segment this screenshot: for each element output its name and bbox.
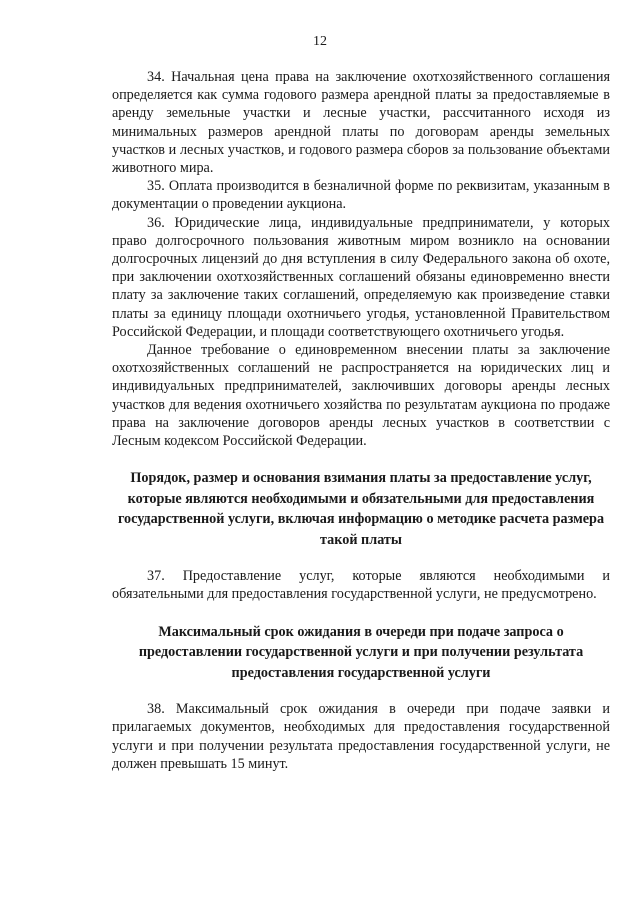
paragraph-35: 35. Оплата производится в безналичной форме по реквизитам, указанным в документации о проведении аукциона. [112,178,610,213]
page-number: 12 [313,34,327,49]
paragraph-36-continuation: Данное требование о единовременном внесении платы за заключение охотхозяйственных соглашений не распространяется на юридических лиц и индивидуальных предпринимателей, заключивших договоры аренды лесных участков для ведения охотничьего хозяйства по результатам аукциона по продаже права на заключение договоров аренды лесных участков в соответствии с Лесным кодексом Российской Федерации. [112,342,610,450]
document-body [112,68,610,773]
paragraph-37: 37. Предоставление услуг, которые являются необходимыми и обязательными для предоставления государственной услуги, не предусмотрено. [112,568,610,603]
paragraph-34: 34. Начальная цена права на заключение охотхозяйственного соглашения определяется как сумма годового размера арендной платы за предоставляемые в аренду земельные участки и лесные участки, рассчитанного исходя из минимальных размеров арендной платы по договорам аренды земельных участков и лесных участков, и годового размера сборов за пользование объектами животного мира. [112,69,610,177]
paragraph-36: 36. Юридические лица, индивидуальные предприниматели, у которых право долгосрочного пользования животным миром возникло на основании долгосрочных лицензий до дня вступления в силу Федерального закона об охоте, при заключении охотхозяйственных соглашений обязаны единовременно внести плату за заключение таких соглашений, определяемую как произведение ставки платы за единицу площади охотничьего угодья, установленной Правительством Российской Федерации, и площади соответствующего охотничьего угодья. [112,214,610,340]
section-heading-queue-time: Максимальный срок ожидания в очереди при подаче запроса о предоставлении государственной услуги и при получении результата предоставления государственной услуги [138,623,584,681]
section-heading-fees: Порядок, размер и основания взимания платы за предоставление услуг, которые являются необходимыми и обязательными для предоставления государственной услуги, включая информацию о методике расчета размера такой платы [117,470,605,548]
paragraph-38: 38. Максимальный срок ожидания в очереди при подаче заявки и прилагаемых документов, необходимых для предоставления государственной услуги и при получении результата предоставления государственной услуги, не должен превышать 15 минут. [112,701,610,772]
